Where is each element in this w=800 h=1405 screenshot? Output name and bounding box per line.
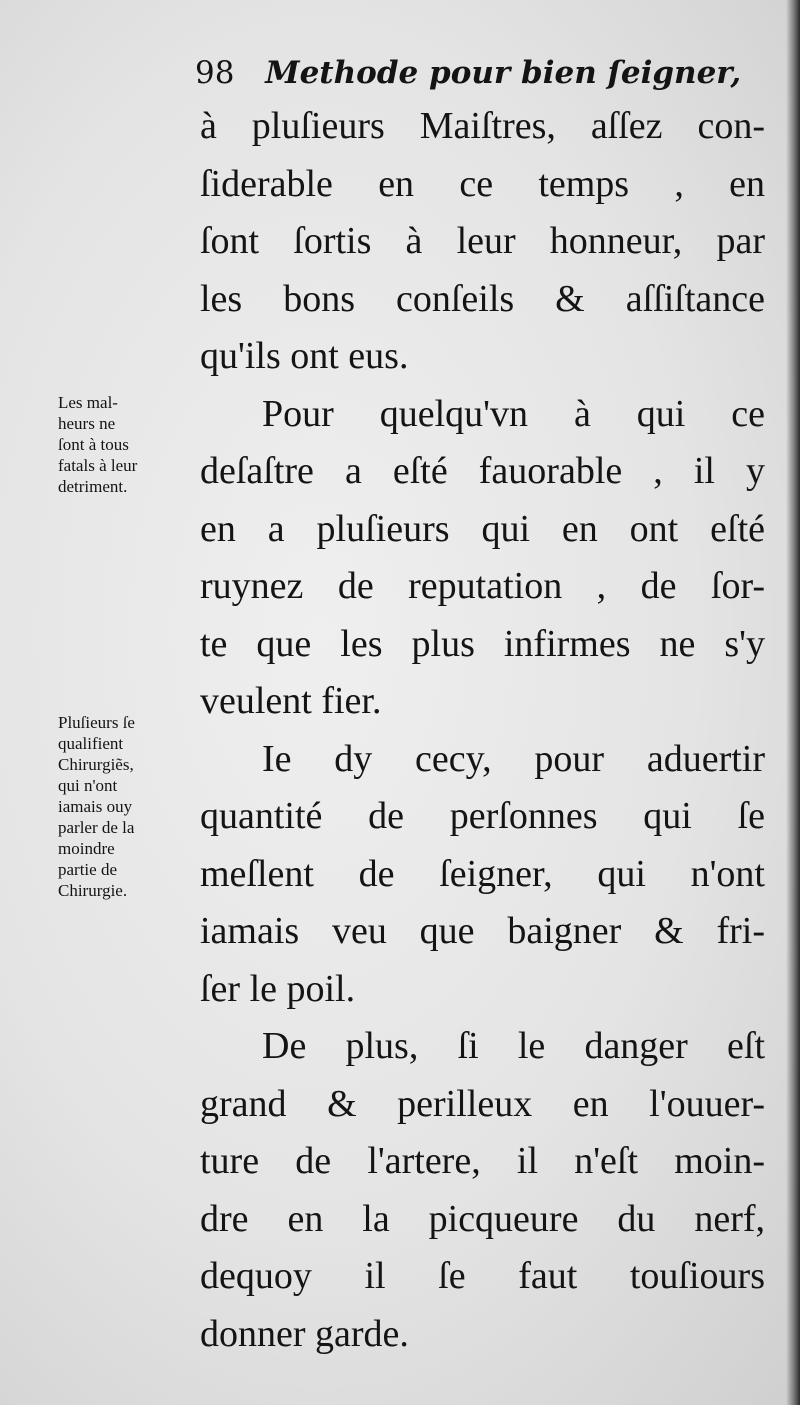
margin-note-line: moindre — [58, 839, 115, 858]
text-line: ſiderable en ce temps , en — [200, 162, 765, 205]
margin-note-line: ſont à tous — [58, 435, 129, 454]
running-title: Methode pour bien ſeigner, — [265, 55, 742, 91]
text-line: iamais veu que baigner & fri- — [200, 910, 765, 952]
margin-note-line: Pluſieurs ſe — [58, 713, 135, 732]
margin-note — [58, 392, 208, 497]
running-header — [195, 48, 755, 98]
text-line: ruynez de reputation , de ſor- — [200, 565, 765, 607]
margin-note — [58, 712, 208, 901]
page-number: 98 — [195, 55, 235, 91]
text-line: à pluſieurs Maiſtres, aſſez con- — [200, 105, 765, 147]
text-line: les bons conſeils & aſſiſtance — [200, 277, 765, 320]
margin-note-line: qui n'ont — [58, 776, 118, 795]
margin-note-line: Les mal- — [58, 393, 118, 412]
margin-note-line: partie de — [58, 860, 117, 879]
margin-note-line: detriment. — [58, 477, 128, 496]
text-line: veulent fier. — [200, 680, 382, 722]
page-gutter-shadow — [786, 0, 800, 1405]
text-line: ſer le poil. — [200, 967, 356, 1010]
text-line: ſont ſortis à leur honneur, par — [200, 220, 765, 262]
margin-note-line: Chirurgiẽs, — [58, 755, 134, 774]
text-line: en a pluſieurs qui en ont eſté — [200, 507, 765, 550]
text-line: dequoy il ſe faut touſiours — [200, 1255, 765, 1297]
text-line: Ie dy cecy, pour aduertir — [262, 737, 765, 780]
text-line: Pour quelqu'vn à qui ce — [262, 392, 765, 435]
text-line: donner garde. — [200, 1312, 409, 1355]
margin-note-line: qualifient — [58, 734, 124, 753]
margin-note-line: iamais ouy — [58, 797, 133, 816]
text-line: quantité de perſonnes qui ſe — [200, 795, 765, 837]
margin-note-line: parler de la — [58, 818, 135, 837]
text-line: De plus, ſi le danger eſt — [262, 1025, 765, 1067]
text-line: ture de l'artere, il n'eſt moin- — [200, 1140, 765, 1182]
text-line: deſaſtre a eſté fauorable , il y — [200, 450, 765, 492]
text-line: meſlent de ſeigner, qui n'ont — [200, 852, 765, 895]
text-line: te que les plus infirmes ne s'y — [200, 622, 765, 665]
margin-note-line: heurs ne — [58, 414, 116, 433]
text-line: grand & perilleux en l'ouuer- — [200, 1082, 765, 1125]
margin-note-line: fatals à leur — [58, 456, 138, 475]
text-line: dre en la picqueure du nerf, — [200, 1197, 765, 1240]
text-line: qu'ils ont eus. — [200, 335, 409, 377]
margin-note-line: Chirurgie. — [58, 881, 128, 900]
main-text-block — [200, 98, 765, 1363]
